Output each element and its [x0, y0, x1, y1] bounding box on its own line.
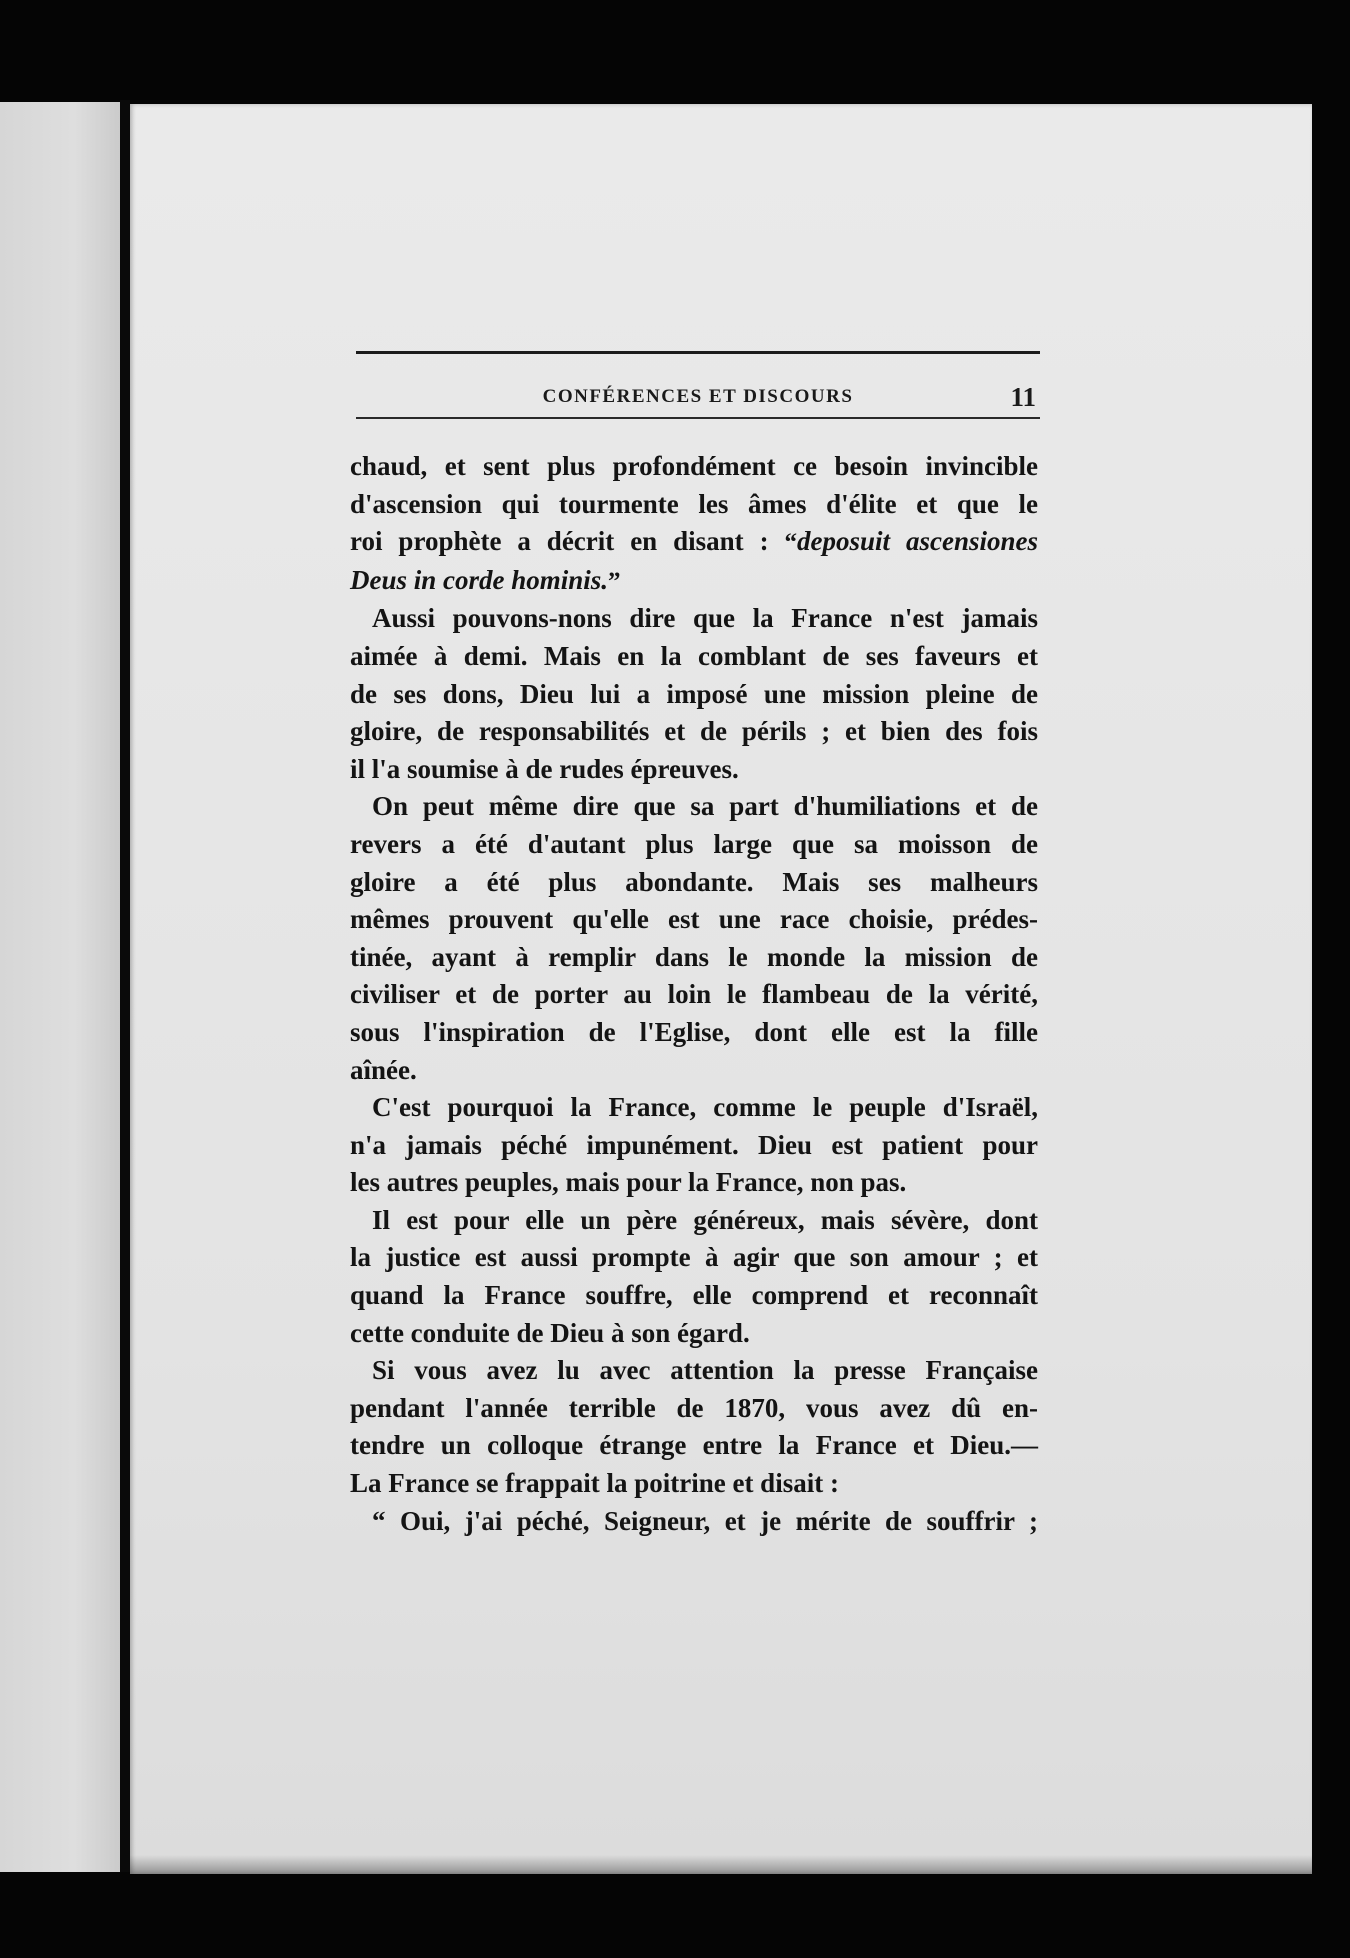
text-line: la justice est aussi prompte à agir que son amour ; et — [350, 1242, 1038, 1273]
text-line: On peut même dire que sa part d'humiliations et de — [372, 791, 1038, 822]
text-line: revers a été d'autant plus large que sa moisson de — [350, 828, 1038, 859]
text-line: chaud, et sent plus profondément ce besoin invincible — [350, 451, 1038, 481]
text-line: de ses dons, Dieu lui a imposé une mission pleine de — [350, 678, 1038, 709]
text-line: Aussi pouvons-nons dire que la France n'est jamais — [372, 603, 1038, 634]
text-line: d'ascension qui tourmente les âmes d'élite et que le — [350, 488, 1038, 519]
text-line: aimée à demi. Mais en la comblant de ses faveurs et — [350, 640, 1038, 671]
header-rule-top — [356, 351, 1040, 354]
text-line: tendre un colloque étrange entre la France et Dieu.— — [350, 1430, 1038, 1461]
text-line: Il est pour elle un père généreux, mais sévère, dont — [372, 1204, 1038, 1235]
text-line: La France se frappait la poitrine et disait : — [350, 1468, 839, 1499]
paragraph-5 — [350, 1202, 1038, 1352]
text-line: gloire a été plus abondante. Mais ses malheurs — [350, 866, 1038, 897]
latin-quote-part-1: deposuit ascensiones — [797, 526, 1038, 557]
text-fragment: roi prophète a décrit en disant : — [350, 526, 769, 557]
text-line: Si vous avez lu avec attention la presse Française — [372, 1355, 1038, 1386]
text-line: civiliser et de porter au loin le flambeau de la vérité, — [350, 979, 1038, 1010]
text-line: cette conduite de Dieu à son égard. — [350, 1317, 750, 1348]
text-line: “ Oui, j'ai péché, Seigneur, et je mérite de souffrir ; — [372, 1505, 1038, 1536]
paragraph-7 — [350, 1503, 1038, 1541]
running-title: CONFÉRENCES ET DISCOURS — [542, 386, 854, 407]
header-rule-bottom — [356, 417, 1040, 419]
text-line: gloire, de responsabilités et de périls ; et bien des fois — [350, 716, 1038, 747]
paragraph-2 — [350, 600, 1038, 788]
page-bottom-shadow — [130, 1855, 1312, 1875]
text-line: pendant l'année terrible de 1870, vous avez dû en- — [350, 1392, 1038, 1423]
text-line: sous l'inspiration de l'Eglise, dont elle est la fille — [350, 1016, 1038, 1047]
text-line: les autres peuples, mais pour la France, non pas. — [350, 1167, 907, 1198]
text-line: aînée. — [350, 1054, 417, 1085]
text-line: il l'a soumise à de rudes épreuves. — [350, 753, 739, 784]
text-line: C'est pourquoi la France, comme le peuple d'Israël, — [372, 1092, 1038, 1123]
text-line: mêmes prouvent qu'elle est une race choisie, prédes- — [350, 904, 1038, 935]
text-line: n'a jamais péché impunément. Dieu est patient pour — [350, 1129, 1038, 1160]
paragraph-1 — [350, 448, 1038, 600]
book-gutter — [120, 100, 130, 1872]
paragraph-4 — [350, 1089, 1038, 1202]
paragraph-6 — [350, 1352, 1038, 1502]
body-text — [350, 448, 1038, 1540]
paragraph-3 — [350, 788, 1038, 1089]
page-number: 11 — [1010, 382, 1036, 412]
text-line — [350, 523, 1038, 562]
text-line — [350, 562, 1038, 601]
text-line: quand la France souffre, elle comprend et reconnaît — [350, 1280, 1038, 1311]
latin-quote-part-2: Deus in corde hominis. — [350, 564, 609, 595]
running-head — [356, 382, 1040, 416]
quote-open: “ — [784, 529, 798, 557]
quote-close: ” — [608, 567, 621, 595]
facing-page-edge — [0, 102, 124, 1872]
text-line: tinée, ayant à remplir dans le monde la mission de — [350, 941, 1038, 972]
